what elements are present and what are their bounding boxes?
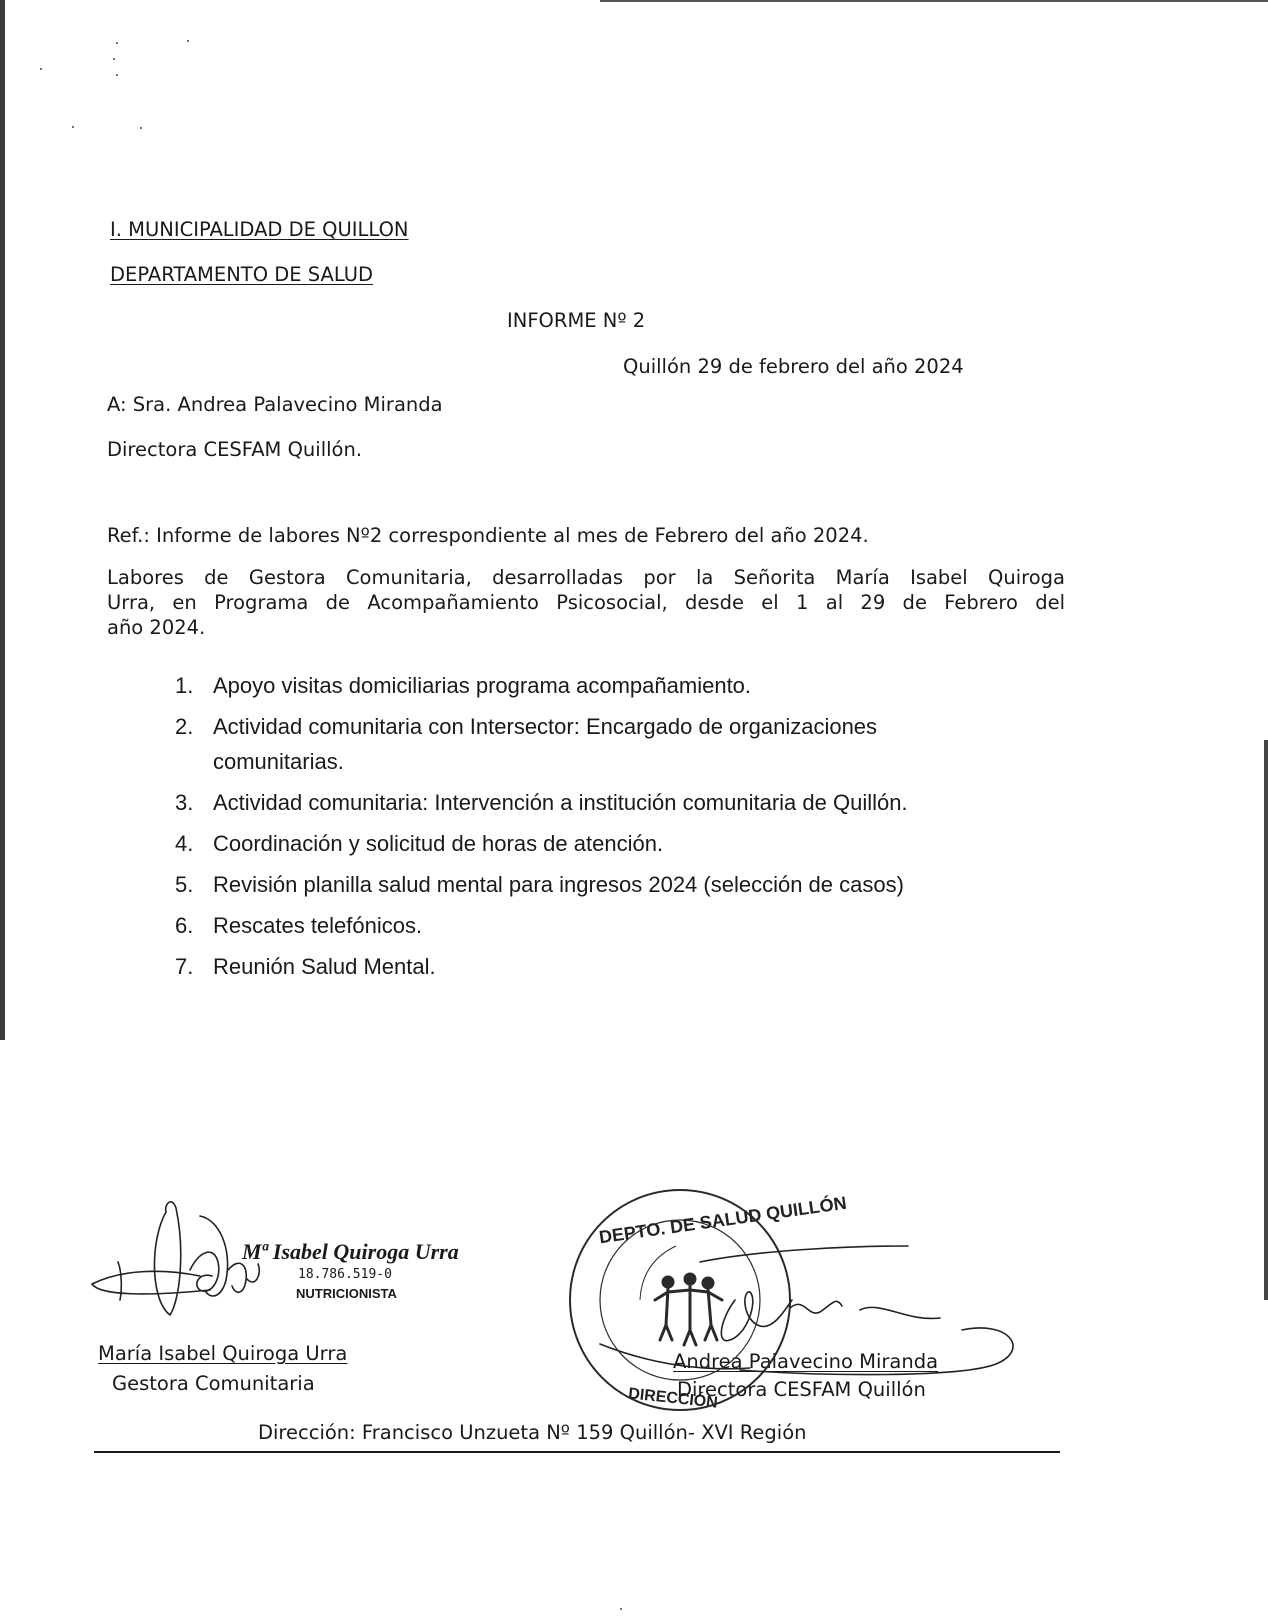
- report-number: INFORME Nº 2: [507, 309, 646, 332]
- seal-bottom-text: DIRECCIÓN: [627, 1385, 719, 1412]
- task-item: [175, 867, 908, 902]
- task-item: [175, 709, 908, 779]
- signer-right-role: Directora CESFAM Quillón: [677, 1378, 926, 1401]
- intro-line: año 2024.: [107, 616, 206, 639]
- task-item: [175, 908, 908, 943]
- task-text: Actividad comunitaria: Intervención a institución comunitaria de Quillón.: [213, 790, 908, 815]
- scan-edge-top: [600, 0, 1268, 2]
- task-list: [175, 668, 908, 990]
- task-number: 1.: [175, 673, 194, 698]
- task-text: Rescates telefónicos.: [213, 913, 423, 938]
- scan-speck: [620, 1608, 622, 1610]
- scan-edge-right: [1264, 740, 1268, 1300]
- scan-speck: [116, 74, 118, 76]
- task-text: Coordinación y solicitud de horas de atención.: [213, 831, 664, 856]
- task-number: 6.: [175, 913, 194, 938]
- signature-stamp-name: Mª Isabel Quiroga Urra: [242, 1239, 459, 1264]
- scan-speck: [113, 58, 115, 60]
- reference-line: Ref.: Informe de labores Nº2 correspondiente al mes de Febrero del año 2024.: [107, 524, 869, 547]
- task-number: 2.: [175, 714, 194, 739]
- scan-edge-left: [0, 0, 5, 1040]
- intro-line: Urra, en Programa de Acompañamiento Psicosocial, desde el 1 al 29 de Febrero del: [107, 591, 1065, 614]
- signature-stamp-rut: 18.786.519-0: [298, 1267, 392, 1282]
- header-municipality: I. MUNICIPALIDAD DE QUILLON: [110, 218, 409, 241]
- task-text: comunitarias.: [213, 749, 344, 774]
- footer-address: Dirección: Francisco Unzueta Nº 159 Quillón- XVI Región: [258, 1421, 807, 1444]
- recipient-name: A: Sra. Andrea Palavecino Miranda: [107, 393, 443, 416]
- footer-divider: [94, 1451, 1060, 1453]
- task-item: [175, 668, 908, 703]
- intro-line: Labores de Gestora Comunitaria, desarrolladas por la Señorita María Isabel Quiroga: [107, 566, 1065, 589]
- task-text: Reunión Salud Mental.: [213, 954, 436, 979]
- task-number: 3.: [175, 790, 194, 815]
- intro-paragraph: [107, 565, 1065, 640]
- signature-stamp-title: NUTRICIONISTA: [296, 1286, 397, 1301]
- scan-speck: [72, 126, 74, 128]
- task-item: [175, 785, 908, 820]
- report-date: Quillón 29 de febrero del año 2024: [623, 355, 964, 378]
- task-text: Actividad comunitaria con Intersector: Encargado de organizaciones: [213, 714, 878, 739]
- handwritten-signature-left: [92, 1202, 259, 1315]
- header-department: DEPARTAMENTO DE SALUD: [110, 263, 374, 286]
- task-text: Revisión planilla salud mental para ingresos 2024 (selección de casos): [213, 872, 904, 897]
- task-item: [175, 949, 908, 984]
- task-text: Apoyo visitas domiciliarias programa acompañamiento.: [213, 673, 752, 698]
- scan-speck: [40, 68, 42, 70]
- scan-speck: [140, 127, 142, 129]
- signer-left-name: María Isabel Quiroga Urra: [98, 1342, 348, 1365]
- task-number: 4.: [175, 831, 194, 856]
- recipient-title: Directora CESFAM Quillón.: [107, 438, 363, 461]
- task-item: [175, 826, 908, 861]
- scan-speck: [187, 40, 189, 42]
- scan-speck: [116, 42, 118, 44]
- task-number: 5.: [175, 872, 194, 897]
- seal-top-text: DEPTO. DE SALUD QUILLÓN: [597, 1192, 848, 1248]
- signer-right-name: Andrea Palavecino Miranda: [673, 1350, 939, 1373]
- task-number: 7.: [175, 954, 194, 979]
- signer-left-role: Gestora Comunitaria: [112, 1372, 315, 1395]
